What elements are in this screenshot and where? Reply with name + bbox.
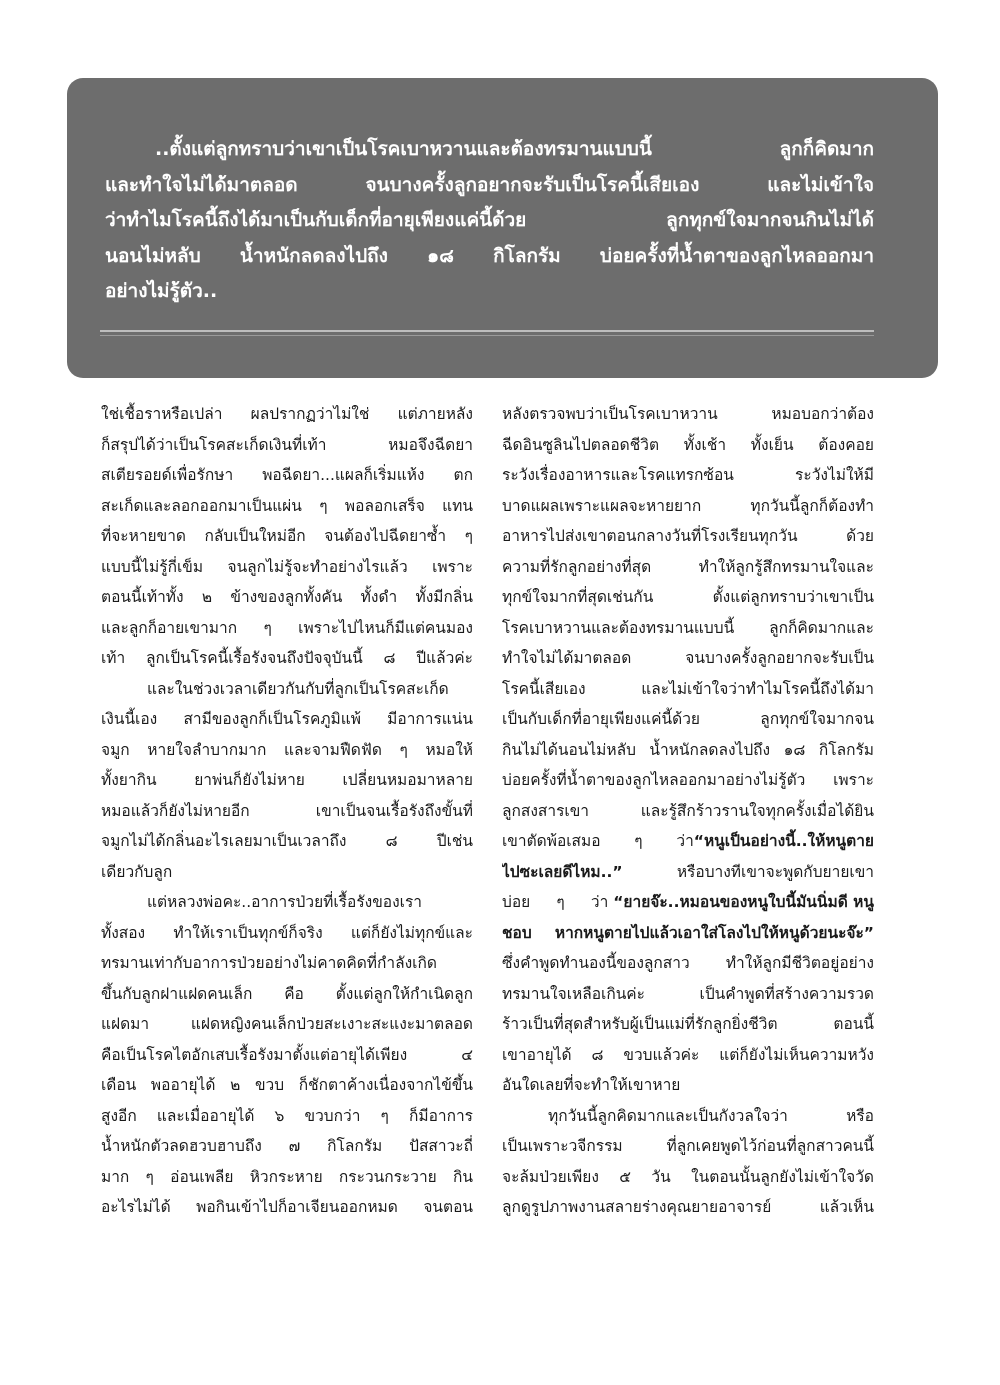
paragraph bbox=[101, 399, 473, 674]
text-fragment: เขาตัดพ้อเสมอ ๆ ว่า bbox=[502, 832, 694, 850]
quote-line: ..ตั้งแต่ลูกทราบว่าเขาเป็นโรคเบาหวานและต้องทรมานแบบนี้ ลูกก็คิดมาก bbox=[155, 138, 874, 160]
text-line: อะไรไม่ได้ พอกินเข้าไปก็อาเจียนออกหมด จนตอน bbox=[101, 1198, 473, 1216]
text-line: ก็สรุปได้ว่าเป็นโรคสะเก็ดเงินที่เท้า หมอจึงฉีดยา bbox=[101, 435, 473, 454]
bold-quote: ไปซะเลยดีไหม..” bbox=[502, 862, 623, 881]
text-fragment: หรือบางทีเขาจะพูดกับยายเขา bbox=[676, 862, 874, 881]
quote-line: ว่าทำไมโรคนี้ถึงได้มาเป็นกับเด็กที่อายุเพียงแค่นี้ด้วย ลูกทุกข์ใจมากจนกินไม่ได้ bbox=[105, 209, 874, 231]
bold-quote: “หนูเป็นอย่างนี้..ให้หนูตาย bbox=[693, 832, 874, 850]
right-text-column bbox=[502, 399, 874, 1223]
text-line: ซึ่งคำพูดทำนองนี้ของลูกสาว ทำให้ลูกมีชีวิตอยู่อย่าง bbox=[502, 954, 874, 972]
text-line bbox=[502, 826, 874, 857]
text-line bbox=[502, 857, 874, 888]
text-line bbox=[502, 887, 874, 918]
text-line: ตอนนี้เท้าทั้ง ๒ ข้างของลูกทั้งคัน ทั้งดำ ทั้งมีกลิ่น bbox=[101, 588, 473, 606]
text-line: แฝดมา แฝดหญิงคนเล็กป่วยสะเงาะสะแงะมาตลอด bbox=[101, 1015, 473, 1033]
text-line: คือเป็นโรคไตอักเสบเรื้อรังมาตั้งแต่อายุได้เพียง ๔ bbox=[101, 1045, 473, 1064]
paragraph bbox=[502, 1101, 874, 1223]
text-line: ลูกสงสารเขา และรู้สึกร้าวรานใจทุกครั้งเมื่อได้ยิน bbox=[502, 801, 874, 820]
text-line: ความที่รักลูกอย่างที่สุด ทำให้ลูกรู้สึกทรมานใจและ bbox=[502, 557, 874, 576]
text-line: น้ำหนักตัวลดฮวบฮาบถึง ๗ กิโลกรัม ปัสสาวะถี่ bbox=[101, 1137, 473, 1155]
text-line: หลังตรวจพบว่าเป็นโรคเบาหวาน หมอบอกว่าต้อง bbox=[502, 405, 874, 423]
paragraph bbox=[502, 399, 874, 1101]
text-line: เดือน พออายุได้ ๒ ขวบ ก็ชักตาค้างเนื่องจากไข้ขึ้น bbox=[101, 1076, 473, 1094]
text-line: อาหารไปส่งเขาตอนกลางวันที่โรงเรียนทุกวัน ด้วย bbox=[502, 527, 874, 545]
text-line: ทั้งสอง ทำให้เราเป็นทุกข์ก็จริง แต่ก็ยังไม่ทุกข์และ bbox=[101, 923, 473, 942]
quote-line: อย่างไม่รู้ตัว.. bbox=[105, 280, 218, 302]
text-line: บาดแผลเพราะแผลจะหายยาก ทุกวันนี้ลูกก็ต้องทำ bbox=[502, 496, 874, 515]
text-line: ทรมานเท่ากับอาการป่วยอย่างไม่คาดคิดที่กำลังเกิด bbox=[101, 954, 437, 972]
text-line: โรคเบาหวานและต้องทรมานแบบนี้ ลูกก็คิดมากและ bbox=[502, 618, 874, 637]
text-line: เขาอายุได้ ๘ ขวบแล้วค่ะ แต่ก็ยังไม่เห็นความหวัง bbox=[502, 1045, 874, 1064]
text-line: ทั้งยากิน ยาพ่นก็ยังไม่หาย เปลี่ยนหมอมาหลาย bbox=[101, 771, 473, 789]
text-line: ฉีดอินซูลินไปตลอดชีวิต ทั้งเช้า ทั้งเย็น ต้องคอย bbox=[502, 435, 874, 454]
text-line: ทำใจไม่ได้มาตลอด จนบางครั้งลูกอยากจะรับเป็น bbox=[502, 649, 874, 667]
text-line: เงินนี้เอง สามีของลูกก็เป็นโรคภูมิแพ้ มีอาการแน่น bbox=[101, 710, 473, 728]
quote-divider bbox=[100, 330, 874, 332]
text-line: ทรมานใจเหลือเกินค่ะ เป็นคำพูดที่สร้างความรวด bbox=[502, 984, 874, 1003]
quote-line: นอนไม่หลับ น้ำหนักลดลงไปถึง ๑๘ กิโลกรัม บ่อยครั้งที่น้ำตาของลูกไหลออกมา bbox=[105, 244, 874, 267]
text-line: บ่อยครั้งที่น้ำตาของลูกไหลออกมาอย่างไม่รู้ตัว เพราะ bbox=[502, 771, 874, 789]
paragraph bbox=[101, 674, 473, 888]
text-line: จมูก หายใจลำบากมาก และจามฟืดฟัด ๆ หมอให้ bbox=[101, 740, 473, 759]
text-line: สเตียรอยด์เพื่อรักษา พอฉีดยา...แผลก็เริ่มแห้ง ตก bbox=[101, 466, 473, 484]
quote-divider-thin bbox=[100, 335, 874, 336]
bold-quote-line: ชอบ หากหนูตายไปแล้วเอาใส่โลงไปให้หนูด้วยนะจ๊ะ” bbox=[502, 923, 874, 942]
text-line: และในช่วงเวลาเดียวกันกับที่ลูกเป็นโรคสะเก็ด bbox=[147, 679, 449, 698]
text-line: กินไม่ได้นอนไม่หลับ น้ำหนักลดลงไปถึง ๑๘ กิโลกรัม bbox=[502, 740, 874, 759]
text-line: สะเก็ดและลอกออกมาเป็นแผ่น ๆ พอลอกเสร็จ แทน bbox=[101, 496, 473, 515]
text-line: และลูกก็อายเขามาก ๆ เพราะไปไหนก็มีแต่คนมอง bbox=[101, 618, 473, 637]
text-line: มาก ๆ อ่อนเพลีย หิวกระหาย กระวนกระวาย กิน bbox=[101, 1167, 473, 1186]
text-line: ทุกวันนี้ลูกคิดมากและเป็นกังวลใจว่า หรือ bbox=[548, 1106, 874, 1125]
text-fragment: บ่อย ๆ ว่า bbox=[502, 893, 609, 911]
text-line: เดียวกับลูก bbox=[101, 862, 173, 881]
text-line: ร้าวเป็นที่สุดสำหรับผู้เป็นแม่ที่รักลูกยิ่งชีวิต ตอนนี้ bbox=[502, 1015, 874, 1033]
paragraph bbox=[101, 887, 473, 1223]
quote-line: และทำใจไม่ได้มาตลอด จนบางครั้งลูกอยากจะรับเป็นโรคนี้เสียเอง และไม่เข้าใจ bbox=[105, 173, 874, 196]
highlight-quote-box bbox=[67, 78, 938, 378]
text-line: เป็นเพราะวจีกรรม ที่ลูกเคยพูดไว้ก่อนที่ลูกสาวคนนี้ bbox=[502, 1137, 874, 1155]
text-line: ทุกข์ใจมากที่สุดเช่นกัน ตั้งแต่ลูกทราบว่าเขาเป็น bbox=[502, 588, 874, 606]
text-line: หมอแล้วก็ยังไม่หายอีก เขาเป็นจนเรื้อรังถึงขั้นที่ bbox=[101, 801, 473, 820]
text-line: แบบนี้ไม่รู้กี่เข็ม จนลูกไม่รู้จะทำอย่างไรแล้ว เพราะ bbox=[101, 557, 473, 576]
text-line: ระวังเรื่องอาหารและโรคแทรกซ้อน ระวังไม่ให้มี bbox=[502, 466, 874, 484]
text-line: เป็นกับเด็กที่อายุเพียงแค่นี้ด้วย ลูกทุกข์ใจมากจน bbox=[502, 710, 874, 728]
text-line: โรคนี้เสียเอง และไม่เข้าใจว่าทำไมโรคนี้ถึงได้มา bbox=[502, 679, 874, 698]
text-line: อันใดเลยที่จะทำให้เขาหาย bbox=[502, 1076, 681, 1094]
text-line: เท้า ลูกเป็นโรคนี้เรื้อรังจนถึงปัจจุบันนี้ ๘ ปีแล้วค่ะ bbox=[101, 649, 473, 667]
text-line: แต่หลวงพ่อคะ..อาการป่วยที่เรื้อรังของเรา bbox=[147, 893, 423, 911]
bold-quote: “ยายจ๊ะ..หมอนของหนูใบนี้มันนิ่มดี หนู bbox=[613, 893, 874, 911]
left-text-column bbox=[101, 399, 473, 1223]
text-line: สูงอีก และเมื่ออายุได้ ๖ ขวบกว่า ๆ ก็มีอาการ bbox=[101, 1106, 473, 1125]
text-line: ใช่เชื้อราหรือเปล่า ผลปรากฏว่าไม่ใช่ แต่ภายหลัง bbox=[101, 405, 473, 423]
text-line: จมูกไม่ได้กลิ่นอะไรเลยมาเป็นเวลาถึง ๘ ปีเช่น bbox=[101, 832, 473, 850]
text-line: ขึ้นกับลูกฝาแฝดคนเล็ก คือ ตั้งแต่ลูกให้กำเนิดลูก bbox=[101, 984, 473, 1003]
text-line: ที่จะหายขาด กลับเป็นใหม่อีก จนต้องไปฉีดยาซ้ำ ๆ bbox=[101, 527, 473, 545]
text-line: ลูกดูรูปภาพงานสลายร่างคุณยายอาจารย์ แล้วเห็น bbox=[502, 1198, 874, 1216]
highlight-quote bbox=[105, 132, 874, 310]
text-line: จะล้มป่วยเพียง ๕ วัน ในตอนนั้นลูกยังไม่เข้าใจวัด bbox=[502, 1167, 874, 1186]
